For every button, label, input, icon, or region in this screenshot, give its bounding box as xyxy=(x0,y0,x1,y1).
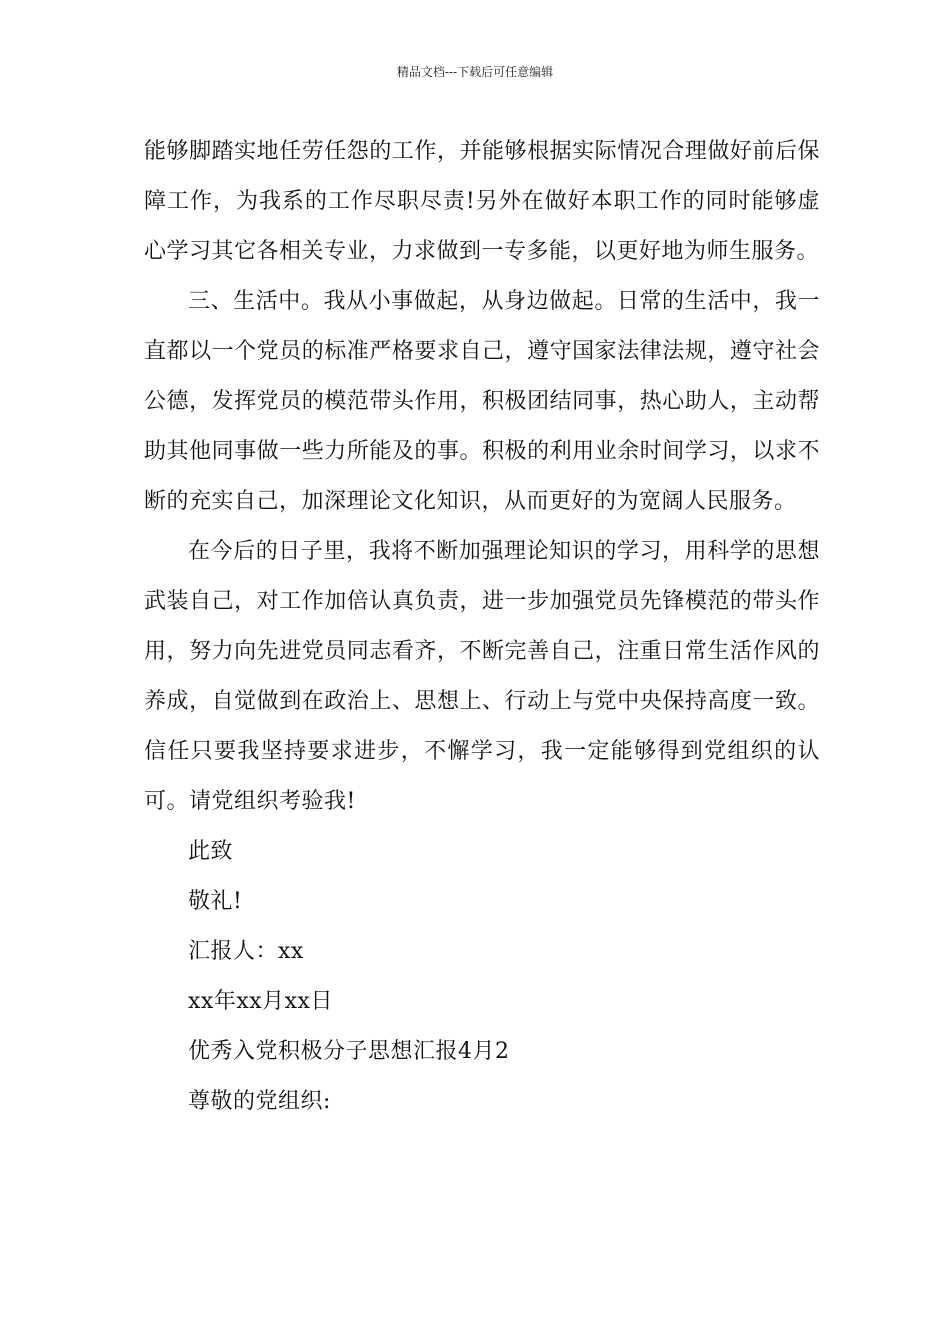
reporter-line: 汇报人：xx xyxy=(188,939,304,964)
paragraph-future: 在今后的日子里，我将不断加强理论知识的学习，用科学的思想武装自己，对工作加倍认真负责，进一步加强党员先锋模范的带头作用，努力向先进党员同志看齐，不断完善自己，注重日常生活作风的养成，自觉做到在政治上、思想上、行动上与党中央保持高度一致。信任只要我坚持要求进步，不懈学习，我一定能够得到党组织的认可。请党组织考验我! xyxy=(144,539,820,814)
page-header: 精品文档---下载后可任意编辑 xyxy=(396,65,554,79)
document-body xyxy=(144,127,820,1127)
date-line: xx年xx月xx日 xyxy=(188,989,333,1014)
paragraph-life: 三、生活中。我从小事做起，从身边做起。日常的生活中，我一直都以一个党员的标准严格要求自己，遵守国家法律法规，遵守社会公德，发挥党员的模范带头作用，积极团结同事，热心助人，主动帮助其他同事做一些力所能及的事。积极的利用业余时间学习，以求不断的充实自己，加深理论文化知识，从而更好的为宽阔人民服务。 xyxy=(144,289,820,514)
paragraph-work-continuation: 能够脚踏实地任劳任怨的工作，并能够根据实际情况合理做好前后保障工作，为我系的工作尽职尽责!另外在做好本职工作的同时能够虚心学习其它各相关专业，力求做到一专多能，以更好地为师生服务。 xyxy=(144,139,820,264)
salutation-ci-zhi: 此致 xyxy=(188,839,234,864)
salutation-jing-li: 敬礼! xyxy=(188,889,243,914)
next-report-title: 优秀入党积极分子思想汇报4月2 xyxy=(188,1039,510,1064)
next-report-greeting: 尊敬的党组织: xyxy=(188,1089,331,1114)
